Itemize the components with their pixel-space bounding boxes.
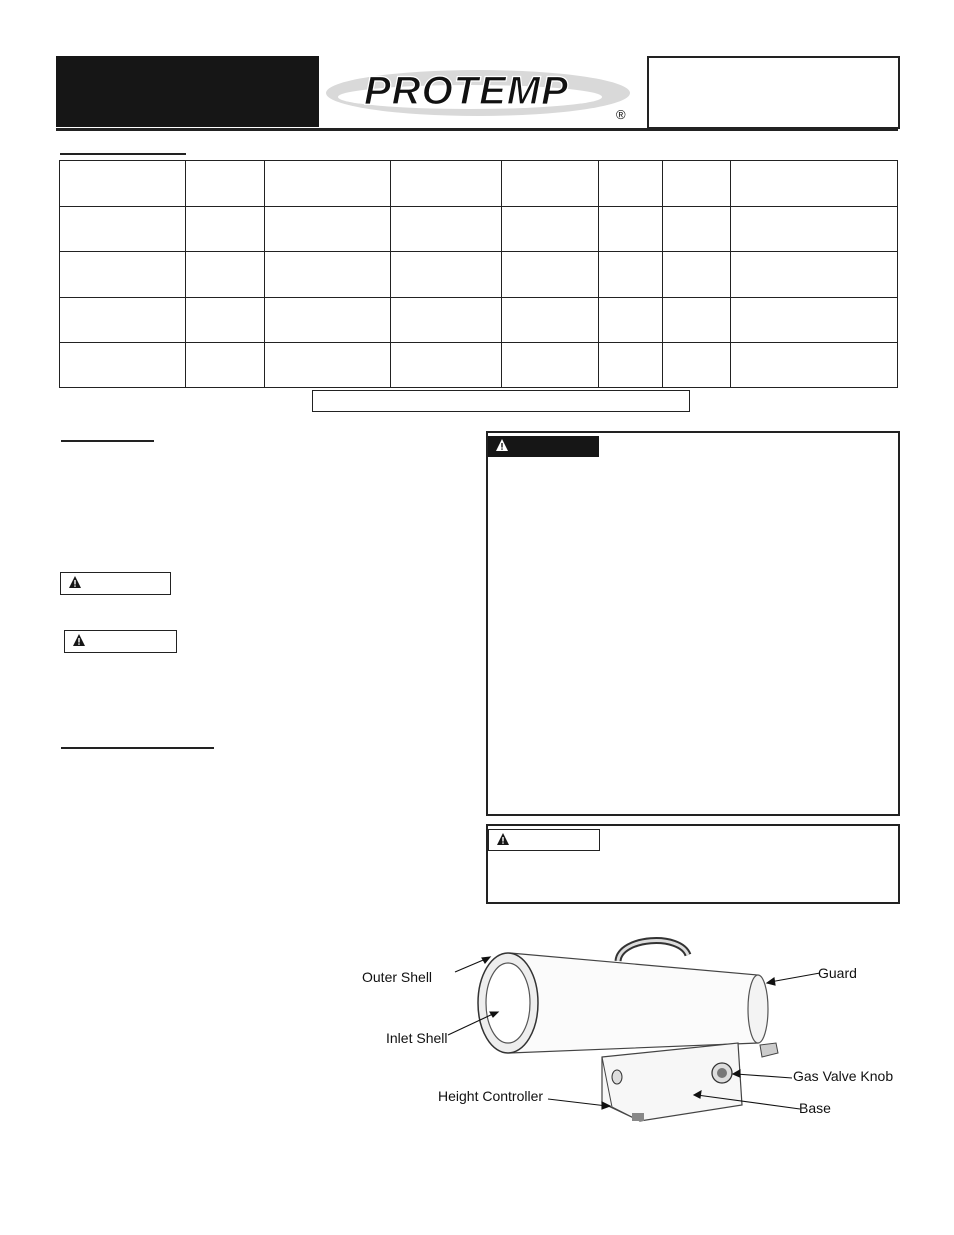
table-cell (663, 161, 731, 207)
header-black-panel (56, 56, 319, 127)
table-cell (265, 342, 391, 387)
table-cell (502, 342, 599, 387)
unpacking-heading-underline (61, 747, 214, 749)
table-cell (599, 161, 663, 207)
specifications-heading-underline (60, 153, 186, 155)
table-cell (663, 342, 731, 387)
table-cell (502, 161, 599, 207)
outer-shell-label: Outer Shell (362, 969, 433, 985)
table-cell (265, 207, 391, 252)
inlet-shell-illustration (486, 963, 530, 1043)
table-cell (265, 161, 391, 207)
guard-label: Guard (818, 965, 857, 981)
table-cell (391, 161, 502, 207)
logo-wordmark: PROTEMP (364, 69, 569, 113)
model-number-box (647, 56, 900, 129)
table-cell (731, 342, 898, 387)
table-cell (502, 207, 599, 252)
caution-label-box (60, 572, 171, 595)
table-cell (60, 252, 186, 297)
table-cell (186, 161, 265, 207)
warning-triangle-icon (496, 439, 508, 451)
table-cell (731, 252, 898, 297)
warning-triangle-icon (497, 833, 509, 845)
table-cell (731, 207, 898, 252)
table-cell (186, 297, 265, 342)
table-cell (599, 297, 663, 342)
table-cell (60, 161, 186, 207)
heater-parts-diagram (350, 925, 910, 1135)
table-cell (663, 297, 731, 342)
protemp-logo (320, 56, 642, 127)
warning-triangle-icon (73, 634, 85, 646)
introduction-heading-underline (61, 440, 154, 442)
table-cell (599, 207, 663, 252)
warning-label-tag (488, 436, 599, 457)
warning-panel (486, 431, 900, 816)
table-cell (60, 207, 186, 252)
table-row (60, 342, 898, 387)
table-cell (391, 297, 502, 342)
table-cell (731, 161, 898, 207)
warning-triangle-icon (69, 576, 81, 588)
table-cell (265, 297, 391, 342)
table-cell (502, 252, 599, 297)
table-cell (599, 342, 663, 387)
inlet-shell-label: Inlet Shell (386, 1030, 448, 1046)
table-cell (186, 252, 265, 297)
guard-end-illustration (748, 975, 768, 1043)
table-cell (60, 297, 186, 342)
table-cell (663, 207, 731, 252)
table-cell (731, 297, 898, 342)
table-cell (391, 207, 502, 252)
table-row (60, 207, 898, 252)
specifications-note-box (312, 390, 690, 412)
gas-valve-knob-label: Gas Valve Knob (793, 1068, 894, 1084)
table-header-row (60, 161, 898, 207)
table-cell (186, 342, 265, 387)
table-cell (599, 252, 663, 297)
table-row (60, 297, 898, 342)
height-controller-label: Height Controller (438, 1088, 544, 1104)
table-cell (663, 252, 731, 297)
heater-body-illustration (510, 953, 758, 1053)
table-cell (502, 297, 599, 342)
table-cell (60, 342, 186, 387)
table-row (60, 252, 898, 297)
table-cell (391, 252, 502, 297)
caution-label-box (64, 630, 177, 653)
specifications-table (59, 160, 898, 388)
height-controller-illustration (612, 1070, 622, 1084)
base-label: Base (799, 1100, 831, 1116)
table-cell (391, 342, 502, 387)
registered-mark: ® (616, 107, 626, 122)
table-cell (186, 207, 265, 252)
table-cell (265, 252, 391, 297)
header-rule (56, 128, 898, 131)
caution-label-tag (488, 829, 600, 851)
